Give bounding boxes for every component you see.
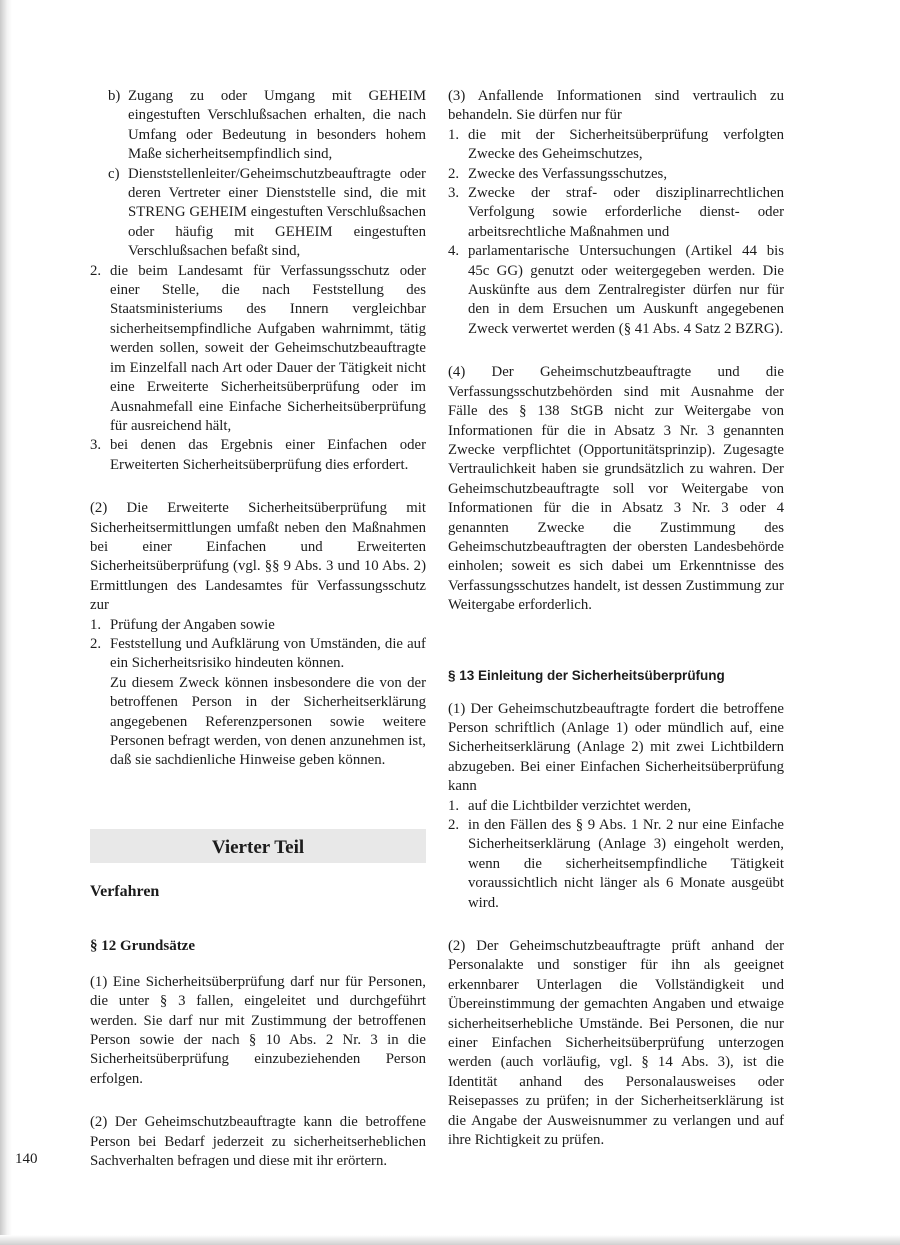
paragraph-4: (4) Der Geheimschutzbeauftragte und die Verfassungsschutzbehörden sind mit Ausnahme der Fälle des § 138 StGB nicht zur Weitergabe von Informationen für die in Absatz 3 Nr. 3 genannten Zwecke verpflichtet (Opportunitätsprinzip). Zugesagte Vertraulichkeit haben sie grundsätzlich zu wahren. Der Geheimschutzbeauftragte soll vor Weitergabe von Informationen für die in Absatz 3 Nr. 3 oder 4 genannten Zwecke die Zustimmung des Geheimschutzbeauftragten der obersten Landesbehörde einholen; soweit es sich dabei um Erkenntnisse des Verfassungsschutzes handelt, ist dessen Zustimmung zur Weitergabe erforderlich. xyxy=(448,364,784,614)
section-12-heading: § 12 Grundsätze xyxy=(90,937,195,954)
list-label: c) xyxy=(108,165,120,182)
list-label: 2. xyxy=(90,262,102,279)
list-item-b xyxy=(90,87,426,165)
paragraph-2-continuation: Zu diesem Zweck können insbesondere die von der betroffenen Person in der Sicherheitserklärung angegebenen Referenzpersonen sowie weitere Personen befragt werden, von denen anzunehmen ist, daß sie sachdienliche Hinweise geben können. xyxy=(110,674,426,769)
list-item-1 xyxy=(448,797,784,816)
list-item-2 xyxy=(90,262,426,437)
list-text: in den Fällen des § 9 Abs. 1 Nr. 2 nur eine Einfache Sicherheitserklärung (Anlage 3) eingeholt werden, wenn die sicherheitsempfindliche Tätigkeit voraussichtlich nicht länger als 6 Monate ausgeübt wird. xyxy=(468,817,784,911)
list-item-1 xyxy=(90,616,426,635)
list-label: 3. xyxy=(90,437,102,454)
list-item-c xyxy=(90,165,426,262)
scan-bottom-edge xyxy=(0,1235,900,1245)
list-label: b) xyxy=(108,88,121,104)
list-item-2 xyxy=(448,165,784,184)
list-label: 2. xyxy=(448,165,460,182)
section-13-paragraph-1: (1) Der Geheimschutzbeauftragte fordert die betroffene Person schriftlich (Anlage 1) oder mündlich auf, eine Sicherheitserklärung (Anlage 2) mit zwei Lichtbildern abzugeben. Bei einer Einfachen Sicherheitsüberprüfung kann xyxy=(448,700,784,795)
list-text: die mit der Sicherheitsüberprüfung verfolgten Zwecke des Geheimschutzes, xyxy=(468,126,784,163)
list-text: auf die Lichtbilder verzichtet werden, xyxy=(468,797,692,814)
list-label: 3. xyxy=(448,185,460,202)
list-label: 2. xyxy=(448,817,460,833)
section-13-heading: § 13 Einleitung der Sicherheitsüberprüfung xyxy=(448,667,725,683)
list-label: 2. xyxy=(90,635,102,652)
list-item-3 xyxy=(90,436,426,475)
list-text: Zwecke des Verfassungsschutzes, xyxy=(468,165,668,182)
list-text: Feststellung und Aufklärung von Umständen, die auf ein Sicherheitsrisiko hindeuten können. xyxy=(110,635,426,672)
paragraph-3-intro: (3) Anfallende Informationen sind vertraulich zu behandeln. Sie dürfen nur für xyxy=(448,88,784,124)
paragraph-2-intro: (2) Die Erweiterte Sicherheitsüberprüfung mit Sicherheitsermittlungen umfaßt neben den Maßnahmen bei einer Einfachen und Erweiterten Sicherheitsüberprüfung (vgl. §§ 9 Abs. 3 und 10 Abs. 2) Ermittlungen des Landesamtes für Verfassungsschutz zur xyxy=(90,500,426,614)
scan-left-edge xyxy=(0,0,12,1245)
list-item-3 xyxy=(448,184,784,242)
list-item-2 xyxy=(90,635,426,674)
verfahren-heading: Verfahren xyxy=(90,882,160,900)
list-label: 4. xyxy=(448,243,460,260)
list-label: 1. xyxy=(448,797,460,814)
list-item-1 xyxy=(448,126,784,165)
list-item-2 xyxy=(448,816,784,913)
list-text: die beim Landesamt für Verfassungsschutz oder einer Stelle, die nach Feststellung des Staatsministeriums des Innern vergleichbar sicherheitsempfindliche Aufgaben wahrnimmt, tätig werden sollen, soweit der Geheimschutzbeauftragte im Einzelfall nach Art oder Dauer der Tätigkeit nicht eine Erweiterte Sicherheitsüberprüfung oder im Ausnahmefall eine Einfache Sicherheitsüberprüfung für ausreichend hält, xyxy=(110,262,426,434)
page-number: 140 xyxy=(15,1151,38,1167)
list-text: bei denen das Ergebnis einer Einfachen oder Erweiterten Sicherheitsüberprüfung dies erfordert. xyxy=(110,437,426,473)
section-13-paragraph-2: (2) Der Geheimschutzbeauftragte prüft anhand der Personalakte und sonstiger für ihn als geeignet erkennbarer Unterlagen die Vollständigkeit und Übereinstimmung der gemachten Angaben und etwaige sicherheitserhebliche Umstände. Bei Personen, die nur einer Einfachen Sicherheitsüberprüfung unterzogen werden (auch vorläufig, vgl. § 14 Abs. 3), ist die Identität anhand des Personalausweises oder Reisepasses zu prüfen; in der Sicherheitserklärung ist die Angabe der Ausweisnummer zu verlangen und auf ihre Richtigkeit zu prüfen. xyxy=(448,938,784,1149)
section-12-paragraph-2: (2) Der Geheimschutzbeauftragte kann die betroffene Person bei Bedarf jederzeit zu sicherheitserheblichen Sachverhalten befragen und diese mit ihr erörtern. xyxy=(90,1114,426,1170)
section-12-paragraph-1: (1) Eine Sicherheitsüberprüfung darf nur für Personen, die unter § 3 fallen, eingeleitet und durchgeführt werden. Sie darf nur mit Zustimmung der betroffenen Person sowie der nach § 10 Abs. 2 Nr. 3 in die Sicherheitsüberprüfung einzubeziehenden Person erfolgen. xyxy=(90,973,426,1087)
part-heading: Vierter Teil xyxy=(90,829,426,863)
list-text: Dienststellenleiter/Geheimschutzbeauftragte oder deren Vertreter einer Dienststelle sind, die mit STRENG GEHEIM eingestuften Verschlußsachen oder häufig mit GEHEIM eingestuften Verschlußsachen befaßt sind, xyxy=(128,165,426,260)
left-column xyxy=(90,87,426,1171)
list-item-4 xyxy=(448,242,784,339)
list-text: Zugang zu oder Umgang mit GEHEIM eingestuften Verschlußsachen erhalten, die nach Umfang oder Bedeutung in besonders hohem Maße sicherheitsempfindlich sind, xyxy=(128,88,426,163)
list-label: 1. xyxy=(90,616,102,633)
list-text: Zwecke der straf- oder disziplinarrechtlichen Verfolgung sowie erforderliche dienst- oder arbeitsrechtliche Maßnahmen und xyxy=(468,185,784,240)
list-text: parlamentarische Untersuchungen (Artikel 44 bis 45c GG) genutzt oder weitergegeben werden. Die Auskünfte aus dem Zentralregister dürfen nur für den in dem Ersuchen um Auskunft angegebenen Zweck verwertet werden (§ 41 Abs. 4 Satz 2 BZRG). xyxy=(468,243,784,337)
right-column xyxy=(448,87,784,1151)
list-text: Prüfung der Angaben sowie xyxy=(110,616,275,633)
list-label: 1. xyxy=(448,126,460,143)
